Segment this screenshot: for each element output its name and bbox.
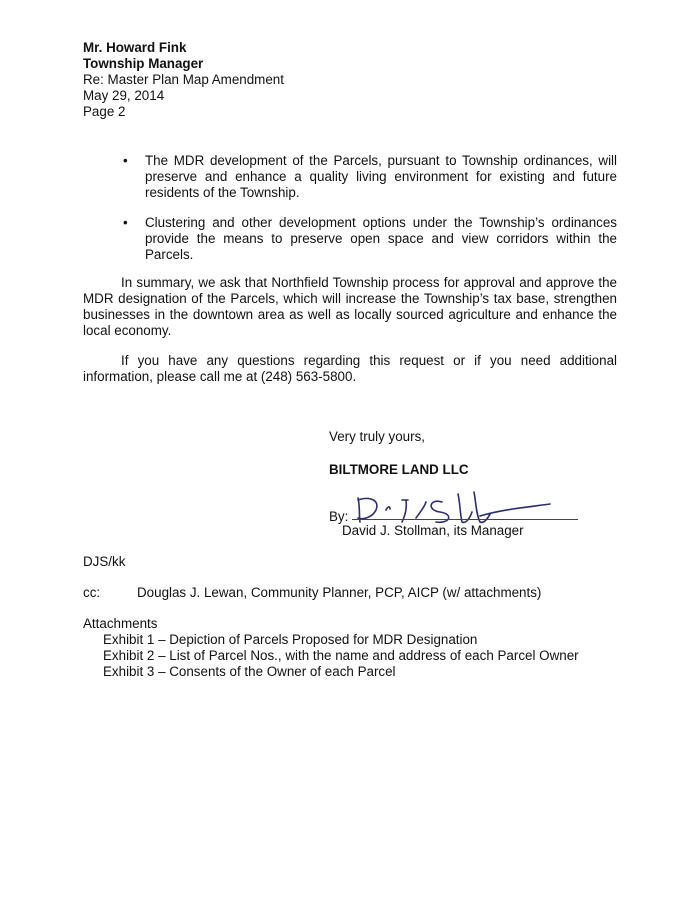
recipient-name: Mr. Howard Fink <box>83 40 187 55</box>
letter-header <box>83 40 284 120</box>
page-number: Page 2 <box>83 104 126 119</box>
attachment-item: Exhibit 1 – Depiction of Parcels Proposed for MDR Designation <box>103 632 478 647</box>
by-label: By: <box>329 509 349 524</box>
contact-paragraph: If you have any questions regarding this request or if you need additional information, please call me at (248) 563-5800. <box>83 353 617 384</box>
bullet-text: The MDR development of the Parcels, pursuant to Township ordinances, will preserve and enhance a quality living environment for existing and future residents of the Township. <box>145 153 617 200</box>
signature-line <box>352 519 578 520</box>
bullet-text: Clustering and other development options under the Township’s ordinances provide the means to preserve open space and view corridors within the Parcels. <box>145 215 617 262</box>
closing-salutation: Very truly yours, <box>329 429 425 444</box>
bullet-symbol: • <box>123 153 128 168</box>
recipient-title: Township Manager <box>83 56 204 71</box>
re-line: Re: Master Plan Map Amendment <box>83 72 284 87</box>
letter-date: May 29, 2014 <box>83 88 165 103</box>
cc-recipient: Douglas J. Lewan, Community Planner, PCP, AICP (w/ attachments) <box>137 585 542 600</box>
summary-paragraph: In summary, we ask that Northfield Township process for approval and approve the MDR designation of the Parcels, which will increase the Township’s tax base, strengthen businesses in the downtown area as well as locally sourced agriculture and enhance the local economy. <box>83 275 617 338</box>
signer-name: David J. Stollman, its Manager <box>342 523 524 538</box>
attachment-item: Exhibit 3 – Consents of the Owner of each Parcel <box>103 664 396 679</box>
attachments-block <box>83 616 579 680</box>
typist-initials: DJS/kk <box>83 554 126 569</box>
handwritten-signature <box>350 488 580 528</box>
company-name: BILTMORE LAND LLC <box>329 462 469 477</box>
attachments-heading: Attachments <box>83 616 158 631</box>
bullet-symbol: • <box>123 215 128 230</box>
attachment-item: Exhibit 2 – List of Parcel Nos., with the name and address of each Parcel Owner <box>103 648 579 663</box>
cc-label: cc: <box>83 585 101 600</box>
